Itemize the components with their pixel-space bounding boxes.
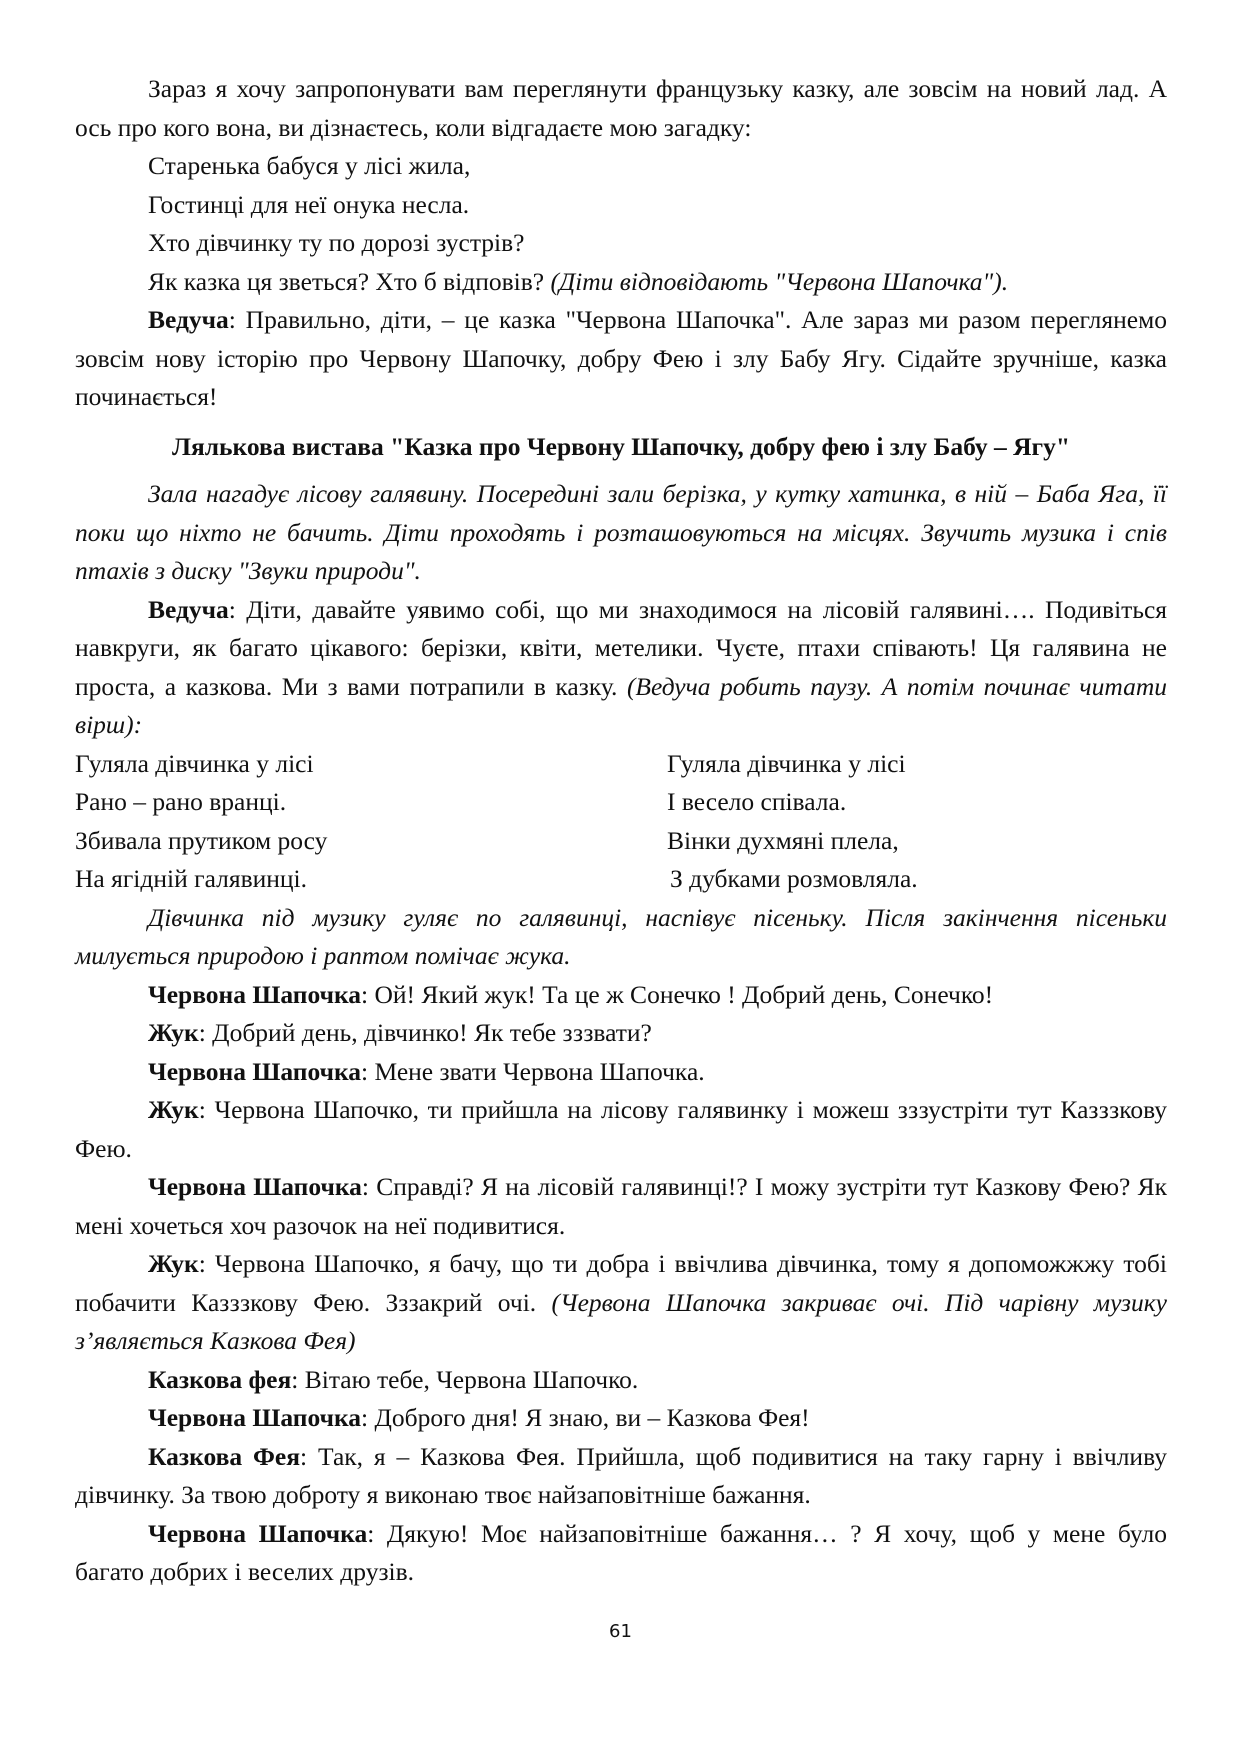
speaker-name: Червона Шапочка <box>148 1518 368 1548</box>
dialogue-line <box>75 1091 1167 1168</box>
speaker-name: Казкова Фея <box>148 1441 301 1471</box>
dialogue-line <box>75 1014 1167 1053</box>
stage-note: (Червона Шапочка закриває очі. Під чарівну музику з’являється Казкова Фея) <box>75 1287 1167 1355</box>
intro-paragraph: Зараз я хочу запропонувати вам переглянути французьку казку, але зовсім на новий лад. А ось про кого вона, ви дізнаєтесь, коли відгадаєте мою загадку: <box>75 74 1167 142</box>
speaker-name: Червона Шапочка <box>148 979 362 1009</box>
speech-text: : Справді? Я на лісовій галявинці!? І можу зустріти тут Казкову Фею? Як мені хочеться хоч разочок на неї подивитися. <box>75 1172 1167 1240</box>
poem-column-right <box>667 745 1167 899</box>
dialogue-line <box>75 1053 1167 1092</box>
poem <box>75 745 1167 899</box>
poem-line: Рано – рано вранці. <box>75 787 287 816</box>
speech-text: : Червона Шапочко, я бачу, що ти добра і ввічлива дівчинка, тому я допоможжжу тобі побачити Казззкову Фею. Зззакрий очі. <box>75 1249 1167 1317</box>
document-page <box>75 70 1167 1592</box>
speech-text: : Правильно, діти, – це казка "Червона Шапочка". Але зараз ми разом переглянемо зовсім нову історію про Червону Шапочку, добру Фею і злу Бабу Ягу. Сідайте зручніше, казка починається! <box>75 305 1167 411</box>
dialogue-line <box>75 1399 1167 1438</box>
speaker-name: Червона Шапочка <box>148 1172 362 1201</box>
poem-line: З дубками розмовляла. <box>670 864 918 893</box>
riddle-line <box>75 263 1167 302</box>
speaker-name: Червона Шапочка <box>148 1403 362 1432</box>
speech-text: : Ой! Який жук! Та це ж Сонечко ! Добрий день, Сонечко! <box>361 979 994 1009</box>
dialogue-line <box>75 1438 1167 1515</box>
speaker-name: Жук <box>148 1018 199 1047</box>
riddle-line: Хто дівчинку ту по дорозі зустрів? <box>148 228 525 257</box>
host-line <box>75 591 1167 745</box>
speech-text: : Доброго дня! Я знаю, ви – Казкова Фея! <box>361 1403 810 1432</box>
dialogue-line <box>75 1168 1167 1245</box>
speech-text: : Червона Шапочко, ти прийшла на лісову галявинку і можеш зззустріти тут Казззкову Фею. <box>75 1095 1167 1163</box>
speech-text: : Діти, давайте уявимо собі, що ми знаходимося на лісовій галявині…. Подивіться навкруги, як багато цікавого: берізки, квіти, метелики. Чуєте, птахи співають! Ця галявина не проста, а казкова. Ми з вами потрапили в казку. <box>75 594 1167 701</box>
speaker-name: Жук <box>148 1249 199 1278</box>
speaker-name: Казкова фея <box>148 1364 292 1394</box>
riddle-line-text: Як казка ця зветься? Хто б відповів? <box>148 266 545 296</box>
poem-line: Збивала прутиком росу <box>75 825 328 855</box>
speech-text: : Добрий день, дівчинко! Як тебе зззвати? <box>198 1018 652 1047</box>
speaker-name: Ведуча <box>148 594 229 624</box>
poem-line: Гуляла дівчинка у лісі <box>667 748 906 778</box>
dialogue-line <box>75 976 1167 1015</box>
play-heading: Лялькова вистава "Казка про Червону Шапочку, добру фею і злу Бабу – Ягу" <box>171 431 1071 461</box>
dialogue-line <box>75 1515 1167 1592</box>
speech-text: : Дякую! Моє найзаповітніше бажання… ? Я хочу, щоб у мене було багато добрих і веселих друзів. <box>75 1518 1167 1586</box>
speaker-name: Червона Шапочка <box>148 1056 362 1086</box>
speaker-name: Ведуча <box>148 305 229 334</box>
stage-note: (Ведуча робить паузу. А потім починає читати вірш): <box>75 671 1167 739</box>
stage-direction: Дівчинка під музику гуляє по галявинці, наспівує пісеньку. Після закінчення пісеньки милується природою і раптом помічає жука. <box>75 902 1167 970</box>
riddle-note: (Діти відповідають "Червона Шапочка"). <box>550 266 1009 296</box>
host-line <box>75 301 1167 417</box>
poem-column-left <box>75 745 667 899</box>
dialogue-line <box>75 1245 1167 1361</box>
speech-text: : Так, я – Казкова Фея. Прийшла, щоб подивитися на таку гарну і ввічливу дівчинку. За твою доброту я виконаю твоє найзаповітніше бажання. <box>75 1441 1167 1509</box>
riddle-line: Гостинці для неї онука несла. <box>148 189 470 219</box>
stage-direction: Зала нагадує лісову галявину. Посередині зали берізка, у кутку хатинка, в ній – Баба Яга, її поки що ніхто не бачить. Діти проходять і розташовуються на місцях. Звучить музика і спів птахів з диску "Звуки природи". <box>75 479 1167 585</box>
speech-text: : Вітаю тебе, Червона Шапочко. <box>291 1364 639 1394</box>
page-number: 61 <box>609 1621 632 1642</box>
poem-line: На ягідній галявинці. <box>75 864 308 893</box>
speaker-name: Жук <box>148 1095 199 1124</box>
poem-line: І весело співала. <box>667 787 847 816</box>
speech-text: : Мене звати Червона Шапочка. <box>361 1056 705 1086</box>
poem-line: Гуляла дівчинка у лісі <box>75 748 314 778</box>
poem-line: Вінки духмяні плела, <box>667 825 899 855</box>
dialogue-line <box>75 1361 1167 1400</box>
riddle-line: Старенька бабуся у лісі жила, <box>148 151 471 180</box>
